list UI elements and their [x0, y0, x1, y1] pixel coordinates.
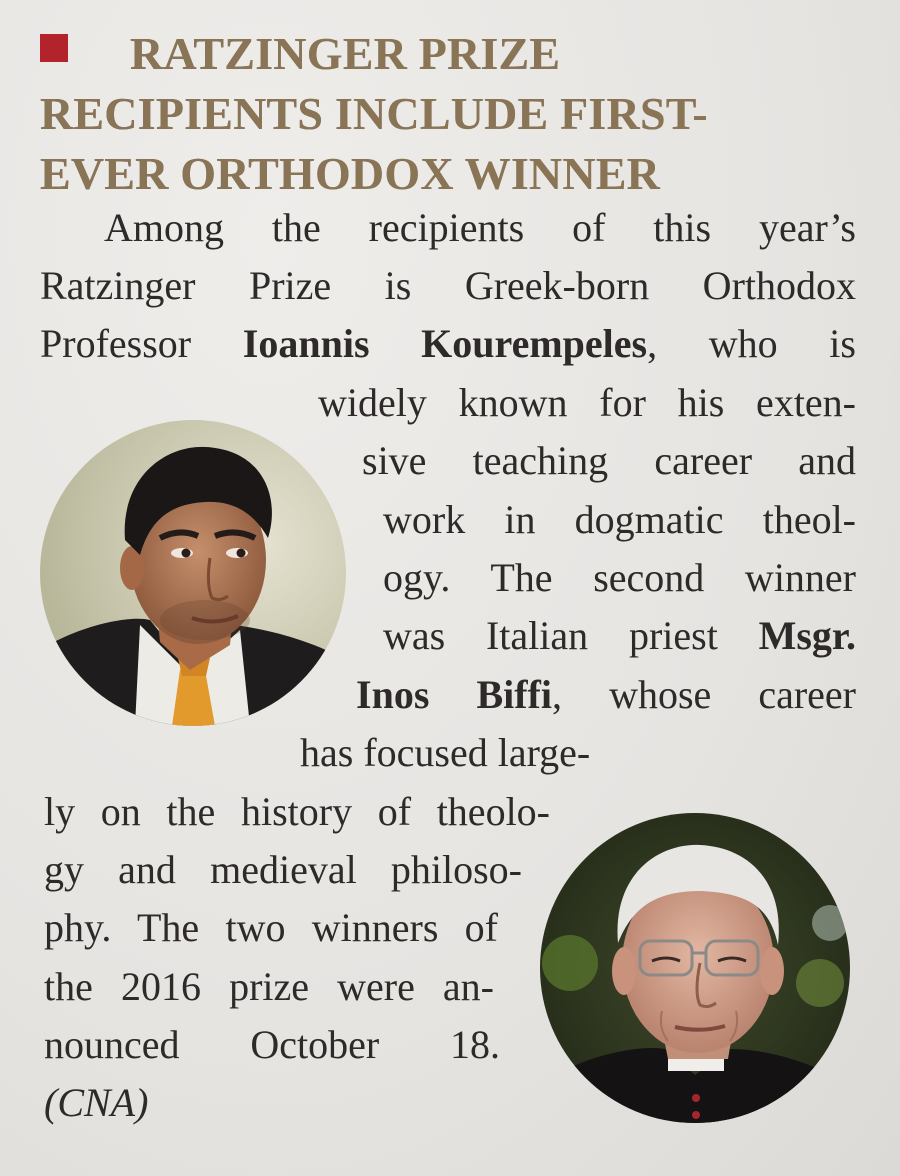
headline-line-1: RATZINGER PRIZE	[130, 28, 561, 79]
body-line-4: widely known for his exten-	[318, 380, 856, 425]
body-line-11: ly on the history of theolo-	[44, 789, 550, 834]
name-msgr: Msgr.	[758, 613, 856, 658]
headline-line-3: EVER ORTHODOX WINNER	[40, 148, 661, 199]
body-line-5: sive teaching career and	[362, 438, 856, 483]
name-kourempeles: Ioannis Kourempeles	[242, 321, 648, 366]
body-line-12: gy and medieval philoso-	[44, 847, 522, 892]
body-line-8: was Italian priest Msgr.	[383, 613, 856, 658]
source-credit: (CNA)	[44, 1080, 149, 1125]
body-line-6: work in dogmatic theol-	[383, 497, 856, 542]
body-line-9: Inos Biffi, whose career	[356, 672, 856, 717]
portrait-biffi	[540, 813, 850, 1123]
body-line-10: has focused large-	[300, 730, 591, 775]
headline-line-2: RECIPIENTS INCLUDE FIRST-	[40, 88, 708, 139]
article-headline	[40, 24, 860, 204]
portrait-kourempeles	[40, 420, 346, 726]
name-biffi: Inos Biffi	[356, 672, 552, 717]
body-line-7: ogy. The second winner	[383, 555, 856, 600]
body-line-2: Ratzinger Prize is Greek-born Orthodox	[40, 263, 856, 308]
body-line-13: phy. The two winners of	[44, 905, 498, 950]
body-line-14: the 2016 prize were an-	[44, 964, 494, 1009]
body-line-1: Among the recipients of this year’s	[104, 205, 856, 250]
body-line-3: Professor Ioannis Kourempeles, who is	[40, 321, 856, 366]
body-line-15: nounced October 18.	[44, 1022, 500, 1067]
